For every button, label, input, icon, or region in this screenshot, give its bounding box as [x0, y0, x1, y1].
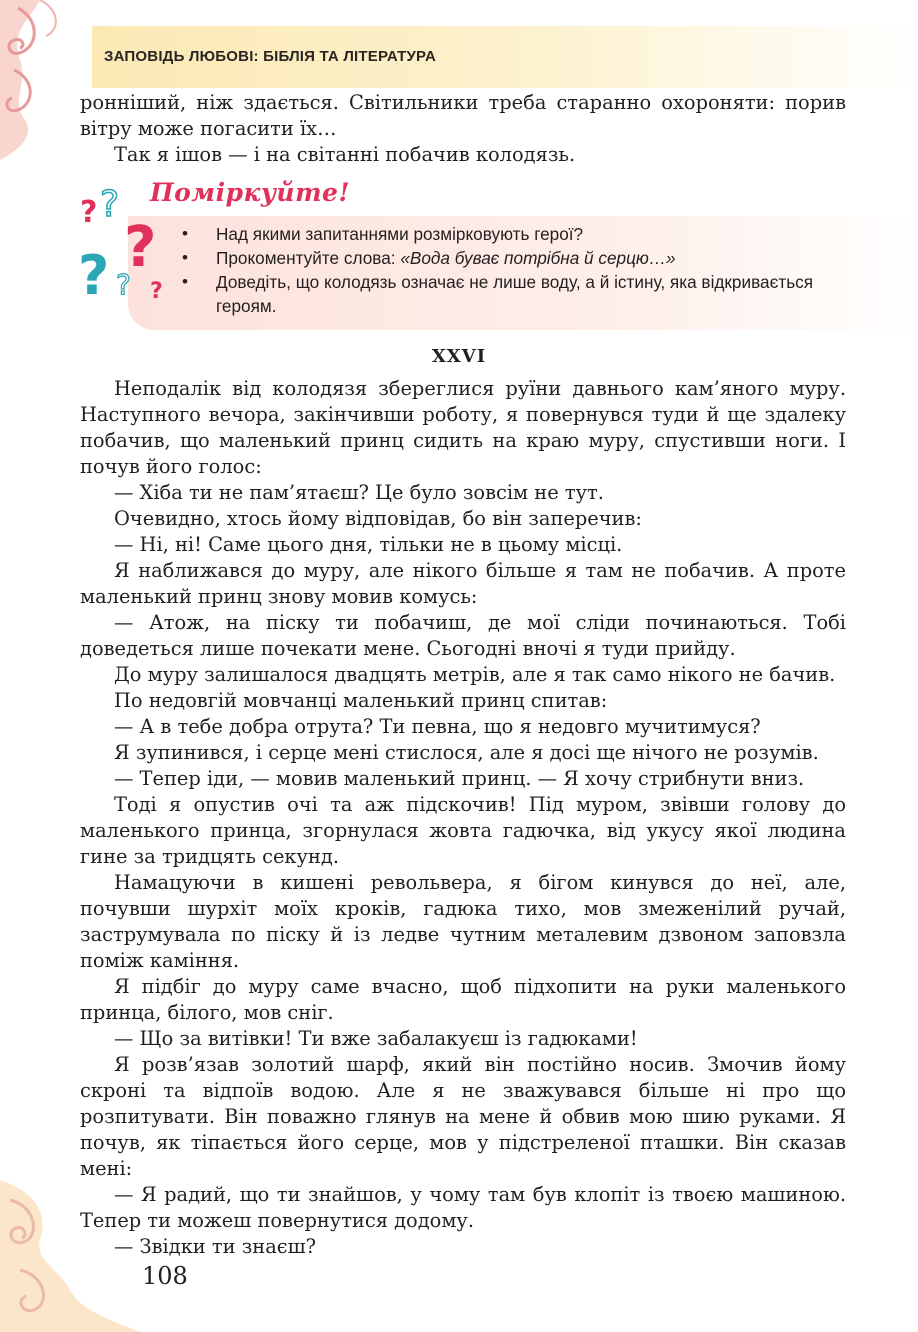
paragraph: Неподалік від колодязя збереглися руїни давнього кам’яного муру. Наступного вечора, закінчивши роботу, я повернувся туди й ще здалеку побачив, що маленький принц сидить на краю муру, спустивши ноги. І почув його голос:: [80, 377, 846, 478]
paragraph: — А в тебе добра отрута? Ти певна, що я недовго мучитимуся?: [114, 715, 761, 738]
paragraph: Я розв’язав золотий шарф, який він постійно носив. Змочив йому скроні та відпоїв водою. Але я не зважувався більше ні про що розпитувати. Він поважно глянув на мене й обвив мою шию руками. Я почув, як тіпається його серце, мов у підстреленої пташки. Він сказав мені:: [80, 1053, 846, 1180]
paragraph: — Ні, ні! Саме цього дня, тільки не в цьому місці.: [114, 533, 623, 556]
think-box-title: Поміркуйте!: [150, 178, 350, 207]
paragraph: — Я радий, що ти знайшов, у чому там був клопіт із твоєю машиною. Тепер ти можеш повернутися додому.: [80, 1183, 846, 1232]
svg-text:?: ?: [150, 279, 163, 302]
paragraph: — Тепер іди, — мовив маленький принц. — Я хочу стрибнути вниз.: [114, 767, 805, 790]
chapter-text: [80, 376, 846, 1260]
paragraph: — Що за витівки! Ти вже забалакуєш із гадюками!: [114, 1027, 638, 1050]
running-header: ЗАПОВІДЬ ЛЮБОВІ: БІБЛІЯ ТА ЛІТЕРАТУРА: [104, 48, 436, 65]
paragraph: — Атож, на піску ти побачиш, де мої сліди починаються. Тобі доведеться лише почекати мене. Сьогодні вночі я туди прийду.: [80, 611, 846, 660]
svg-text:?: ?: [124, 215, 157, 280]
svg-text:?: ?: [116, 268, 131, 301]
paragraph: ронніший, ніж здається. Світильники треба старанно охороняти: порив вітру може погасити їх…: [80, 91, 846, 140]
quote: «Вода буває потрібна й серцю…»: [400, 248, 676, 268]
paragraph: Намацуючи в кишені револьвера, я бігом кинувся до неї, але, почувши шурхіт моїх кроків, гадюка тихо, мов змеженілий ручай, заструмувала по піску й із ледве чутним металевим дзвоном заповзла поміж каміння.: [80, 871, 846, 972]
svg-text:?: ?: [80, 195, 98, 230]
paragraph: — Хіба ти не пам’ятаєш? Це було зовсім не тут.: [114, 481, 604, 504]
list-item: • Доведіть, що колодязь означає не лише воду, а й істину, яка відкривається героям.: [180, 270, 830, 318]
paragraph: Я наближався до муру, але нікого більше я там не побачив. А проте маленький принц знову мовив комусь:: [80, 559, 846, 608]
list-item: • Прокоментуйте слова: «Вода буває потрібна й серцю…»: [180, 246, 830, 270]
svg-text:?: ?: [78, 244, 110, 302]
paragraph: Я підбіг до муру саме вчасно, щоб підхопити на руки маленького принца, білого, мов сніг.: [80, 975, 846, 1024]
paragraph: По недовгій мовчанці маленький принц спитав:: [114, 689, 608, 712]
paragraph: Тоді я опустив очі та аж підскочив! Під муром, звівши голову до маленького принца, згорнулася жовта гадючка, від укусу якої людина гине за тридцять секунд.: [80, 793, 846, 868]
intro-text: [80, 90, 846, 168]
chapter-heading: XXVI: [431, 346, 487, 367]
paragraph: Я зупинився, і серце мені стислося, але я досі ще нічого не розумів.: [114, 741, 819, 764]
paragraph: Очевидно, хтось йому відповідав, бо він заперечив:: [114, 507, 642, 530]
question-list: [180, 222, 830, 318]
list-item: • Над якими запитаннями розмірковують герої?: [180, 222, 830, 246]
paragraph: Так я ішов — і на світанні побачив колодязь.: [114, 143, 576, 166]
paragraph: — Звідки ти знаєш?: [114, 1235, 317, 1258]
page-number: 108: [142, 1262, 188, 1290]
svg-text:?: ?: [100, 184, 120, 225]
paragraph: До муру залишалося двадцять метрів, але я так само нікого не бачив.: [114, 663, 836, 686]
